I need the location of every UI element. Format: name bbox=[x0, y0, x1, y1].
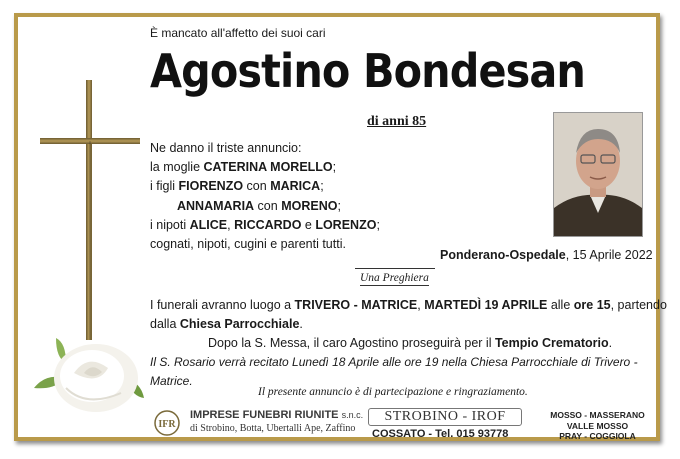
intro-text: È mancato all'affetto dei suoi cari bbox=[150, 26, 326, 40]
announce-relatives: cognati, nipoti, cugini e parenti tutti. bbox=[150, 237, 346, 252]
svg-text:IFR: IFR bbox=[158, 419, 176, 430]
rosary-line-1: Il S. Rosario verrà recitato Lunedì 18 Aprile alle ore 19 nella Chiesa Parrocchiale di Trivero - bbox=[150, 355, 638, 369]
deceased-name: Agostino Bondesan bbox=[150, 44, 586, 98]
prayer-rule bbox=[355, 268, 435, 269]
company-name: IMPRESE FUNEBRI RIUNITE s.n.c. bbox=[190, 409, 364, 421]
funeral-details bbox=[150, 296, 667, 391]
cross-icon bbox=[40, 80, 142, 340]
funeral-line-2: dalla Chiesa Parrocchiale. bbox=[150, 317, 303, 331]
announce-children: i figli FIORENZO con MARICA; bbox=[150, 179, 324, 194]
closing-note: Il presente annuncio è di partecipazione e ringraziamento. bbox=[258, 386, 528, 398]
announce-children-2: ANNAMARIA con MORENO; bbox=[177, 198, 341, 213]
announcement-block bbox=[150, 139, 380, 254]
announce-intro: Ne danno il triste annuncio: bbox=[150, 141, 302, 155]
cossato-phone: COSSATO - Tel. 015 93778 bbox=[372, 428, 509, 440]
prayer-heading: Una Preghiera bbox=[360, 272, 429, 284]
portrait-photo bbox=[553, 112, 643, 237]
locations: MOSSO - MASSERANO VALLE MOSSO PRAY - COGGIOLA bbox=[550, 410, 645, 441]
age-label: di anni 85 bbox=[367, 114, 427, 129]
strobino-box: STROBINO - IROF bbox=[368, 408, 522, 426]
company-logo-icon bbox=[150, 410, 184, 436]
rosary-line-2: Matrice. bbox=[150, 374, 193, 388]
announce-wife: la moglie CATERINA MORELLO; bbox=[150, 160, 337, 175]
rose-icon bbox=[26, 318, 146, 418]
company-partners: di Strobino, Botta, Ubertalli Ape, Zaffino bbox=[190, 423, 356, 434]
funeral-line-1: I funerali avranno luogo a TRIVERO - MATRICE, MARTEDÌ 19 APRILE alle ore 15, partendo bbox=[150, 298, 667, 312]
announce-grandchildren: i nipoti ALICE, RICCARDO e LORENZO; bbox=[150, 217, 380, 232]
place-date: Ponderano-Ospedale, 15 Aprile 2022 bbox=[440, 248, 653, 262]
funeral-line-3: Dopo la S. Messa, il caro Agostino proseguirà per il Tempio Crematorio. bbox=[208, 336, 613, 350]
